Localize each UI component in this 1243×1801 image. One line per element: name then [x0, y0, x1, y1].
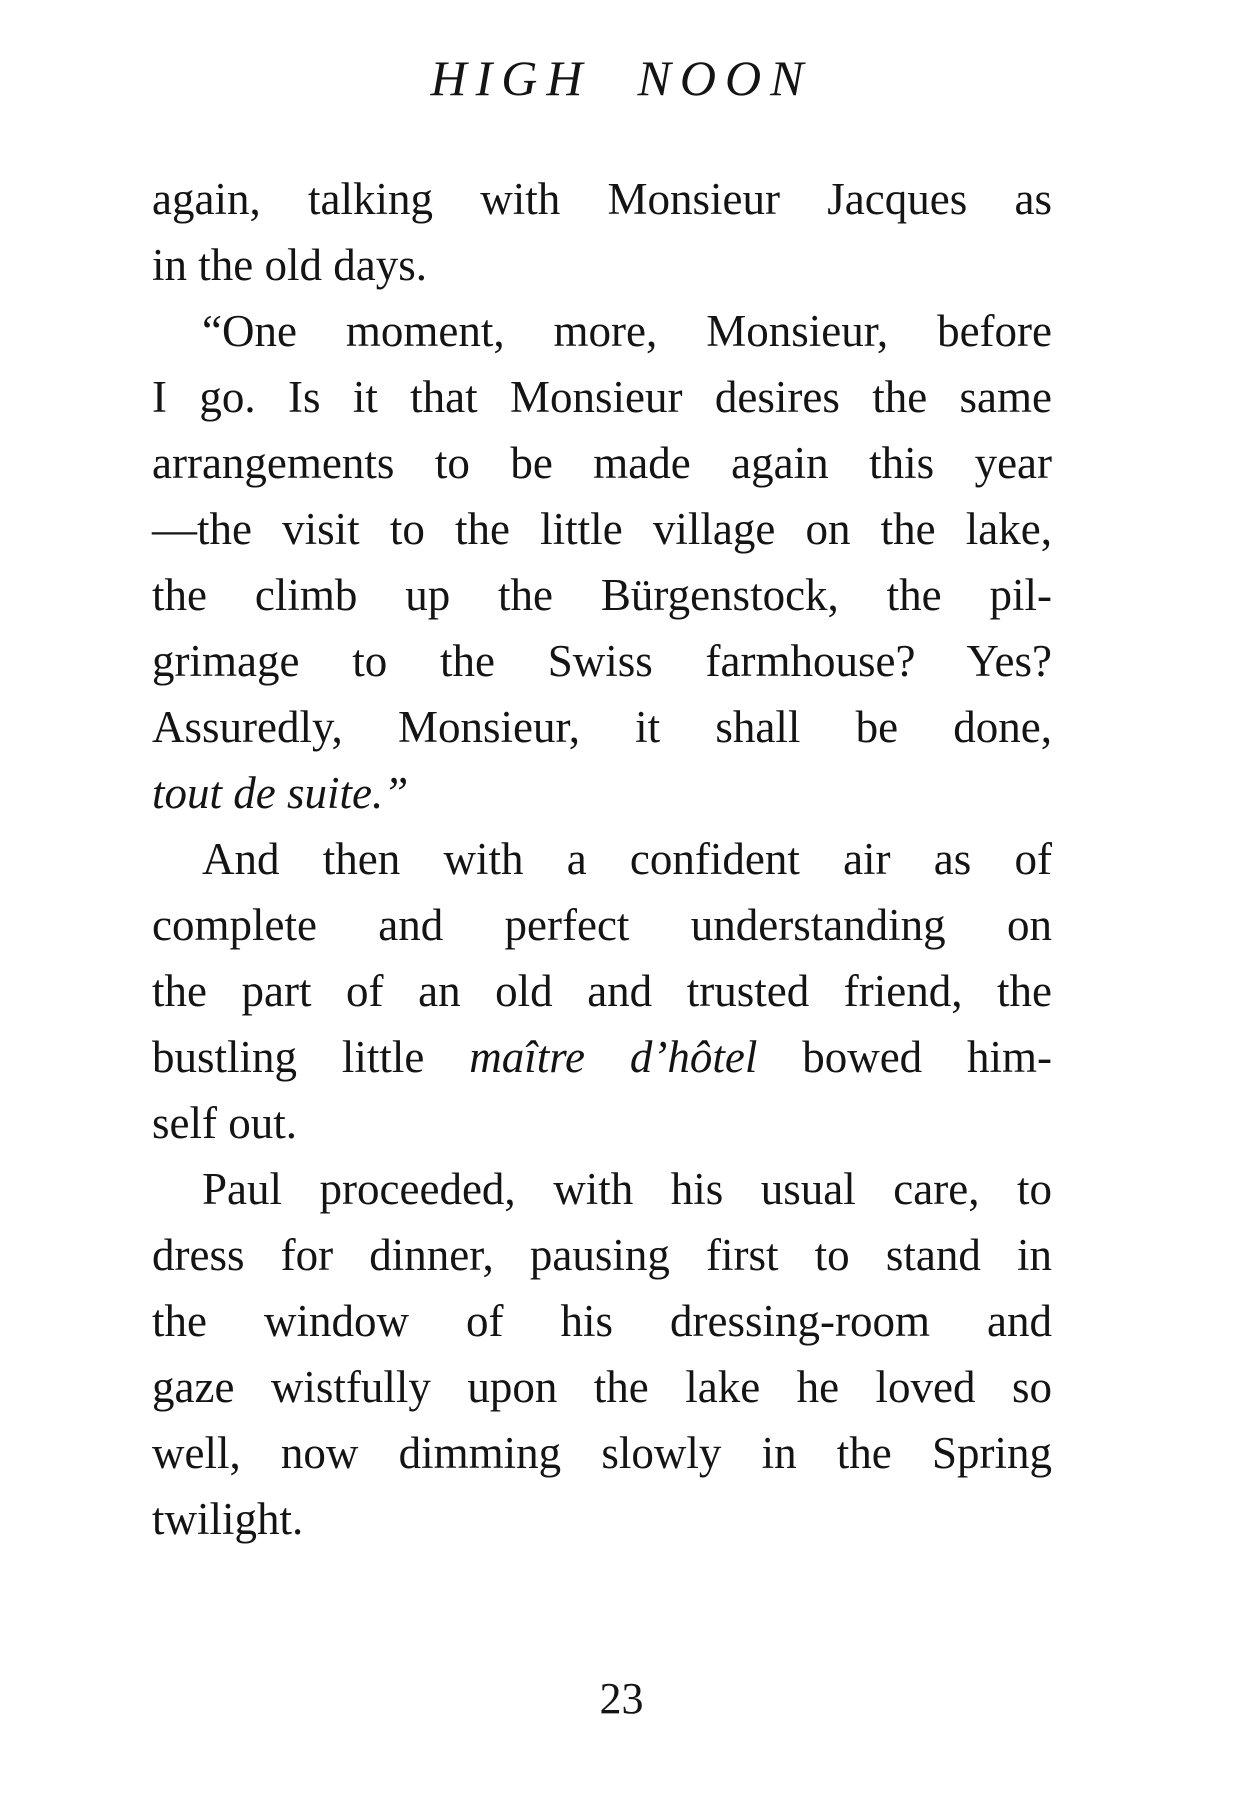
text-fragment: bustling little: [152, 1032, 470, 1082]
text-line: —the visit to the little village on the lake,: [152, 504, 1052, 554]
text-line: twilight.: [152, 1494, 304, 1544]
text-line: “One moment, more, Monsieur, before: [202, 306, 1052, 356]
text-line: the climb up the Bürgenstock, the pil-: [152, 570, 1052, 620]
text-line: in the old days.: [152, 240, 427, 290]
text-line-mixed: [152, 1024, 1052, 1090]
text-line: I go. Is it that Monsieur desires the same: [152, 372, 1052, 422]
italic-phrase: maître d’hôtel: [469, 1032, 758, 1082]
text-line: complete and perfect understanding on: [152, 900, 1052, 950]
text-line: self out.: [152, 1098, 297, 1148]
running-head: [0, 48, 1243, 108]
text-fragment: bowed him-: [757, 1032, 1052, 1082]
body-text: [152, 166, 1052, 1552]
running-head-word-1: HIGH: [430, 50, 592, 106]
text-line: well, now dimming slowly in the Spring: [152, 1428, 1052, 1478]
text-line: grimage to the Swiss farmhouse? Yes?: [152, 636, 1052, 686]
page-number: 23: [599, 1674, 644, 1723]
text-line: And then with a confident air as of: [202, 834, 1052, 884]
running-head-word-2: NOON: [637, 50, 813, 106]
text-line: again, talking with Monsieur Jacques as: [152, 174, 1052, 224]
text-line: dress for dinner, pausing first to stand in: [152, 1230, 1052, 1280]
text-line-italic: tout de suite.”: [152, 768, 409, 818]
text-line: arrangements to be made again this year: [152, 438, 1052, 488]
text-line: Assuredly, Monsieur, it shall be done,: [152, 702, 1052, 752]
text-line: the part of an old and trusted friend, the: [152, 966, 1052, 1016]
text-line: gaze wistfully upon the lake he loved so: [152, 1362, 1052, 1412]
text-line: Paul proceeded, with his usual care, to: [202, 1164, 1052, 1214]
text-line: the window of his dressing-room and: [152, 1296, 1052, 1346]
